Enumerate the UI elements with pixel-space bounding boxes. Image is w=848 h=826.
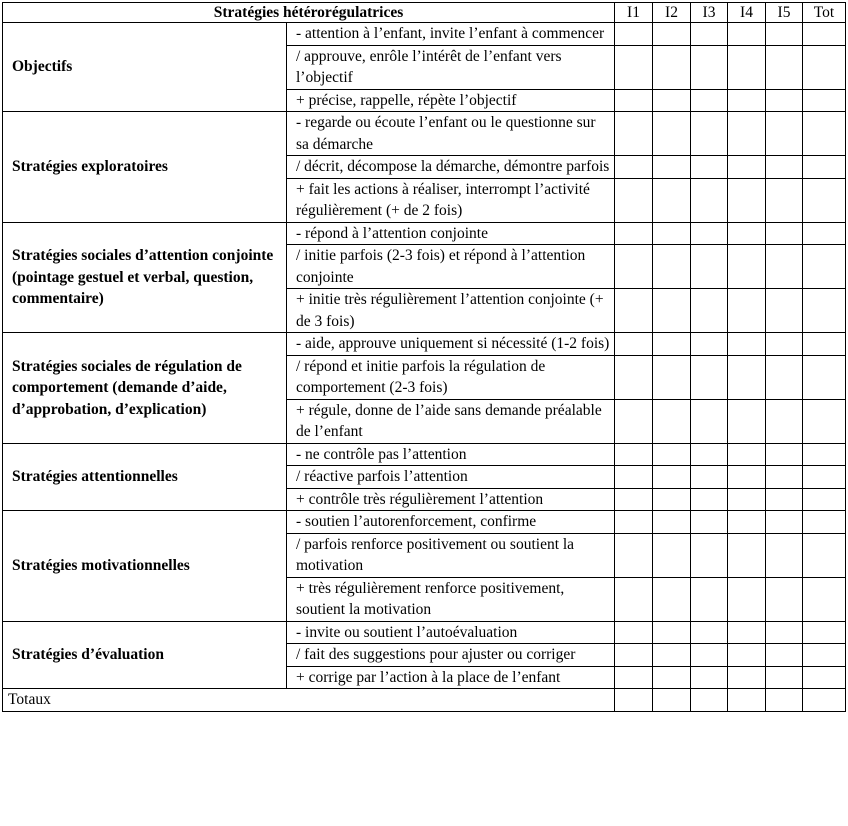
score-cell[interactable] (653, 333, 691, 356)
strategy-description: / répond et initie parfois la régulation de comportement (2-3 fois) (287, 355, 615, 399)
score-cell[interactable] (653, 533, 691, 577)
score-cell[interactable] (766, 333, 803, 356)
score-cell[interactable] (803, 89, 846, 112)
score-cell[interactable] (653, 488, 691, 511)
score-cell[interactable] (615, 621, 653, 644)
score-cell[interactable] (615, 178, 653, 222)
score-cell[interactable] (766, 511, 803, 534)
strategy-description: + fait les actions à réaliser, interrompt l’activité régulièrement (+ de 2 fois) (287, 178, 615, 222)
score-cell[interactable] (653, 112, 691, 156)
table-row (3, 621, 846, 644)
score-cell[interactable] (653, 355, 691, 399)
score-cell[interactable] (728, 621, 766, 644)
score-cell[interactable] (803, 533, 846, 577)
score-cell[interactable] (803, 666, 846, 689)
score-cell[interactable] (691, 355, 728, 399)
score-cell[interactable] (653, 245, 691, 289)
column-header-i3: I3 (691, 3, 728, 23)
score-cell[interactable] (615, 689, 653, 712)
strategy-description: - ne contrôle pas l’attention (287, 443, 615, 466)
category-label: Stratégies exploratoires (3, 112, 287, 223)
score-cell[interactable] (728, 666, 766, 689)
score-cell[interactable] (803, 112, 846, 156)
score-cell[interactable] (803, 689, 846, 712)
score-cell[interactable] (615, 511, 653, 534)
score-cell[interactable] (728, 333, 766, 356)
score-cell[interactable] (728, 689, 766, 712)
strategy-description: / réactive parfois l’attention (287, 466, 615, 489)
score-cell[interactable] (803, 222, 846, 245)
score-cell[interactable] (691, 289, 728, 333)
score-cell[interactable] (766, 222, 803, 245)
table-row (3, 112, 846, 156)
score-cell[interactable] (766, 178, 803, 222)
table-row (3, 511, 846, 534)
score-cell[interactable] (691, 45, 728, 89)
score-cell[interactable] (653, 577, 691, 621)
score-cell[interactable] (766, 23, 803, 46)
score-cell[interactable] (766, 45, 803, 89)
score-cell[interactable] (803, 23, 846, 46)
score-cell[interactable] (728, 355, 766, 399)
score-cell[interactable] (653, 511, 691, 534)
score-cell[interactable] (653, 45, 691, 89)
score-cell[interactable] (615, 666, 653, 689)
score-cell[interactable] (615, 289, 653, 333)
score-cell[interactable] (691, 533, 728, 577)
score-cell[interactable] (728, 45, 766, 89)
score-cell[interactable] (691, 89, 728, 112)
totals-row (3, 689, 846, 712)
score-cell[interactable] (728, 488, 766, 511)
score-cell[interactable] (728, 222, 766, 245)
score-cell[interactable] (691, 245, 728, 289)
category-label: Stratégies attentionnelles (3, 443, 287, 511)
score-cell[interactable] (728, 245, 766, 289)
table-body (3, 23, 846, 689)
score-cell[interactable] (653, 666, 691, 689)
strategies-table (2, 2, 846, 712)
score-cell[interactable] (653, 689, 691, 712)
score-cell[interactable] (615, 355, 653, 399)
score-cell[interactable] (803, 399, 846, 443)
header-row (3, 3, 846, 23)
score-cell[interactable] (691, 23, 728, 46)
score-cell[interactable] (803, 466, 846, 489)
strategy-description: - répond à l’attention conjointe (287, 222, 615, 245)
score-cell[interactable] (766, 289, 803, 333)
score-cell[interactable] (728, 511, 766, 534)
score-cell[interactable] (653, 23, 691, 46)
score-cell[interactable] (728, 112, 766, 156)
score-cell[interactable] (803, 178, 846, 222)
strategy-description: + contrôle très régulièrement l’attention (287, 488, 615, 511)
score-cell[interactable] (728, 156, 766, 179)
score-cell[interactable] (766, 577, 803, 621)
score-cell[interactable] (653, 178, 691, 222)
strategy-description: + corrige par l’action à la place de l’enfant (287, 666, 615, 689)
score-cell[interactable] (691, 689, 728, 712)
table-row (3, 443, 846, 466)
score-cell[interactable] (766, 689, 803, 712)
strategy-description: / parfois renforce positivement ou soutient la motivation (287, 533, 615, 577)
score-cell[interactable] (728, 577, 766, 621)
strategy-description: + précise, rappelle, répète l’objectif (287, 89, 615, 112)
score-cell[interactable] (653, 644, 691, 667)
category-label: Stratégies motivationnelles (3, 511, 287, 622)
score-cell[interactable] (691, 666, 728, 689)
score-cell[interactable] (766, 156, 803, 179)
category-label: Objectifs (3, 23, 287, 112)
score-cell[interactable] (691, 222, 728, 245)
score-cell[interactable] (728, 178, 766, 222)
score-cell[interactable] (691, 399, 728, 443)
score-cell[interactable] (691, 178, 728, 222)
score-cell[interactable] (691, 621, 728, 644)
score-cell[interactable] (728, 533, 766, 577)
score-cell[interactable] (766, 89, 803, 112)
score-cell[interactable] (728, 289, 766, 333)
score-cell[interactable] (803, 355, 846, 399)
strategy-description: + initie très régulièrement l’attention conjointe (+ de 3 fois) (287, 289, 615, 333)
score-cell[interactable] (615, 644, 653, 667)
score-cell[interactable] (615, 577, 653, 621)
score-cell[interactable] (653, 399, 691, 443)
score-cell[interactable] (728, 466, 766, 489)
score-cell[interactable] (803, 45, 846, 89)
strategy-description: / initie parfois (2-3 fois) et répond à l’attention conjointe (287, 245, 615, 289)
score-cell[interactable] (766, 112, 803, 156)
score-cell[interactable] (803, 488, 846, 511)
score-cell[interactable] (766, 443, 803, 466)
strategy-description: - aide, approuve uniquement si nécessité (1-2 fois) (287, 333, 615, 356)
score-cell[interactable] (691, 488, 728, 511)
score-cell[interactable] (766, 488, 803, 511)
score-cell[interactable] (803, 443, 846, 466)
score-cell[interactable] (615, 89, 653, 112)
score-cell[interactable] (691, 577, 728, 621)
column-header-i1: I1 (615, 3, 653, 23)
strategy-description: - invite ou soutient l’autoévaluation (287, 621, 615, 644)
score-cell[interactable] (803, 644, 846, 667)
table-row (3, 222, 846, 245)
score-cell[interactable] (615, 466, 653, 489)
strategy-description: - regarde ou écoute l’enfant ou le questionne sur sa démarche (287, 112, 615, 156)
category-label: Stratégies sociales d’attention conjointe (pointage gestuel et verbal, question, commentaire) (3, 222, 287, 333)
table-row (3, 333, 846, 356)
score-cell[interactable] (615, 488, 653, 511)
score-cell[interactable] (728, 23, 766, 46)
score-cell[interactable] (766, 621, 803, 644)
score-cell[interactable] (803, 621, 846, 644)
score-cell[interactable] (653, 443, 691, 466)
score-cell[interactable] (766, 533, 803, 577)
score-cell[interactable] (691, 466, 728, 489)
score-cell[interactable] (691, 333, 728, 356)
totals-label: Totaux (3, 689, 615, 712)
score-cell[interactable] (615, 333, 653, 356)
column-header-i2: I2 (653, 3, 691, 23)
table-row (3, 23, 846, 46)
table-title: Stratégies hétérorégulatrices (3, 3, 615, 23)
score-cell[interactable] (653, 289, 691, 333)
strategy-description: / décrit, décompose la démarche, démontre parfois (287, 156, 615, 179)
score-cell[interactable] (766, 666, 803, 689)
score-cell[interactable] (691, 511, 728, 534)
score-cell[interactable] (615, 222, 653, 245)
score-cell[interactable] (766, 399, 803, 443)
strategy-description: / approuve, enrôle l’intérêt de l’enfant vers l’objectif (287, 45, 615, 89)
column-header-total: Tot (803, 3, 846, 23)
score-cell[interactable] (653, 222, 691, 245)
score-cell[interactable] (766, 466, 803, 489)
score-cell[interactable] (766, 245, 803, 289)
score-cell[interactable] (615, 45, 653, 89)
category-label: Stratégies sociales de régulation de comportement (demande d’aide, d’approbation, d’explication) (3, 333, 287, 444)
score-cell[interactable] (803, 577, 846, 621)
score-cell[interactable] (653, 621, 691, 644)
category-label: Stratégies d’évaluation (3, 621, 287, 689)
score-cell[interactable] (803, 511, 846, 534)
score-cell[interactable] (691, 644, 728, 667)
score-cell[interactable] (691, 112, 728, 156)
score-cell[interactable] (653, 466, 691, 489)
score-cell[interactable] (803, 156, 846, 179)
column-header-i4: I4 (728, 3, 766, 23)
score-cell[interactable] (615, 156, 653, 179)
strategy-description: - attention à l’enfant, invite l’enfant à commencer (287, 23, 615, 46)
score-cell[interactable] (728, 644, 766, 667)
score-cell[interactable] (653, 156, 691, 179)
strategy-description: + très régulièrement renforce positivement, soutient la motivation (287, 577, 615, 621)
score-cell[interactable] (615, 399, 653, 443)
score-cell[interactable] (615, 245, 653, 289)
score-cell[interactable] (766, 644, 803, 667)
score-cell[interactable] (803, 289, 846, 333)
score-cell[interactable] (803, 245, 846, 289)
column-header-i5: I5 (766, 3, 803, 23)
strategy-description: - soutien l’autorenforcement, confirme (287, 511, 615, 534)
score-cell[interactable] (615, 443, 653, 466)
score-cell[interactable] (615, 533, 653, 577)
score-cell[interactable] (691, 443, 728, 466)
score-cell[interactable] (728, 399, 766, 443)
strategy-description: + régule, donne de l’aide sans demande préalable de l’enfant (287, 399, 615, 443)
score-cell[interactable] (728, 443, 766, 466)
score-cell[interactable] (803, 333, 846, 356)
strategy-description: / fait des suggestions pour ajuster ou corriger (287, 644, 615, 667)
score-cell[interactable] (766, 355, 803, 399)
score-cell[interactable] (691, 156, 728, 179)
score-cell[interactable] (615, 112, 653, 156)
score-cell[interactable] (653, 89, 691, 112)
score-cell[interactable] (728, 89, 766, 112)
score-cell[interactable] (615, 23, 653, 46)
